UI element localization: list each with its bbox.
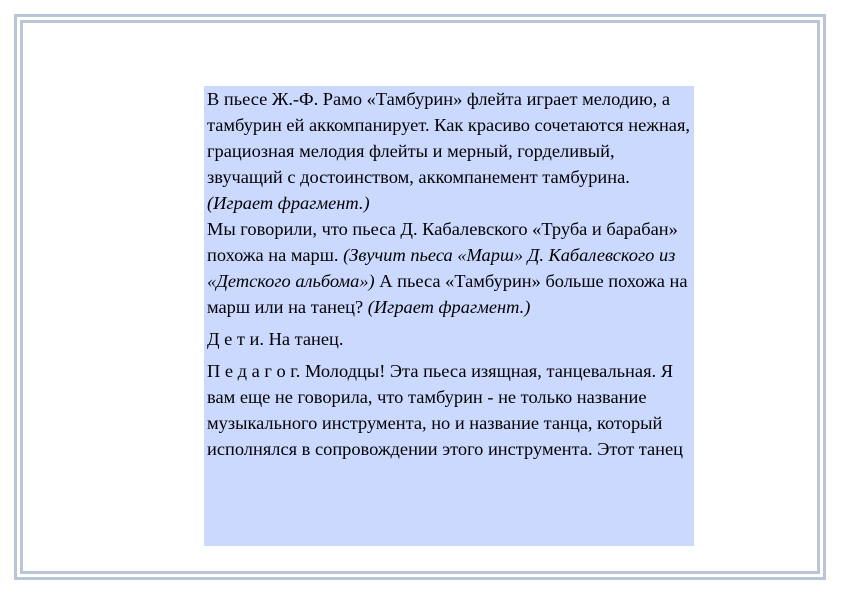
paragraph-3-text: Д е т и. На танец.: [207, 329, 344, 349]
paragraph-4-text: П е д а г о г. Молодцы! Эта пьеса изящная, танцевальная. Я вам еще не говорила, что тамбурин - не только название музыкального инструмента, но и название танца, который исполнялся в сопровождении этого инструмента. Этот танец: [207, 361, 684, 459]
paragraph-2-stage-direction-2: (Играет фрагмент.): [367, 297, 531, 317]
paragraph-2-text-2: А пьеса «Тамбурин» больше похожа на марш или на танец?: [207, 271, 688, 317]
paragraph-2-text-1: Мы говорили, что пьеса Д. Кабалевского «Труба и барабан» похожа на марш.: [207, 219, 678, 265]
paragraph-1-text: В пьесе Ж.-Ф. Рамо «Тамбурин» флейта играет мелодию, а тамбурин ей аккомпанирует. Как красиво сочетаются нежная, грациозная мелодия флейты и мерный, горделивый, звучащий с достоинством, аккомпанемент тамбурина.: [207, 89, 691, 187]
paragraph-1: [207, 86, 690, 216]
paragraph-2-stage-direction-1: (Звучит пьеса «Марш» Д. Кабалевского из «Детского альбома»): [207, 245, 676, 291]
paragraph-3: [207, 326, 690, 352]
paragraph-2: [207, 216, 690, 320]
paragraph-1-stage-direction: (Играет фрагмент.): [207, 193, 370, 213]
paragraph-4: [207, 358, 690, 462]
text-box: [204, 86, 694, 546]
